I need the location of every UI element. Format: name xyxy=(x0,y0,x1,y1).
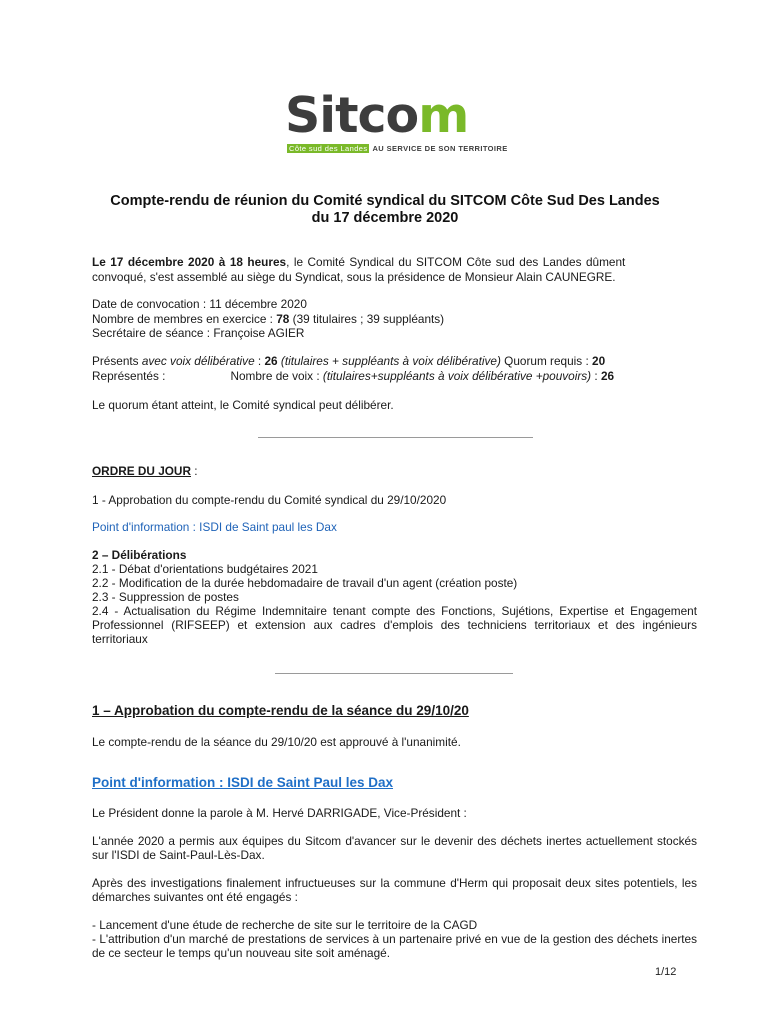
section-info-p3: Après des investigations finalement infructueuses sur la commune d'Herm qui proposait deux sites potentiels, les démarches suivantes ont été engagés : xyxy=(92,876,697,904)
separator-1 xyxy=(258,437,533,438)
logo-tag-green: Côte sud des Landes xyxy=(289,144,368,153)
membres-value: 78 xyxy=(276,312,290,326)
presents-detail: (titulaires + suppléants à voix délibérative) xyxy=(277,354,501,368)
presents-colon: : xyxy=(254,354,265,368)
voix-value: 26 xyxy=(600,369,615,383)
delib-item-2-2: 2.2 - Modification de la durée hebdomadaire de travail d'un agent (création poste) xyxy=(92,576,518,590)
intro-line1 xyxy=(92,255,697,269)
intro-date-bold: Le 17 décembre 2020 à 18 heures xyxy=(92,255,287,269)
ordre-item-1: 1 - Approbation du compte-rendu du Comité syndical du 29/10/2020 xyxy=(92,493,447,507)
voix-colon: : xyxy=(591,369,601,383)
voix-detail: (titulaires+suppléants à voix délibérative +pouvoirs) xyxy=(322,369,592,383)
logo-tag-dark: AU SERVICE DE SON TERRITOIRE xyxy=(372,144,508,153)
ordre-heading-line xyxy=(92,464,697,478)
membres-line xyxy=(92,312,697,326)
presents-label: Présents xyxy=(92,354,142,368)
voix-label: Nombre de voix : xyxy=(230,369,323,383)
membres-label: Nombre de membres en exercice : xyxy=(92,312,277,326)
sitcom-logo xyxy=(285,87,508,158)
quorum-value: 20 xyxy=(592,354,606,368)
delib-item-2-1: 2.1 - Débat d'orientations budgétaires 2021 xyxy=(92,562,318,576)
document-title-line1: Compte-rendu de réunion du Comité syndical du SITCOM Côte Sud Des Landes xyxy=(110,193,660,209)
section-info-heading: Point d'information : ISDI de Saint Paul les Dax xyxy=(92,775,394,790)
separator-2 xyxy=(275,673,513,674)
section-info-bullet2: - L'attribution d'un marché de prestations de services à un partenaire privé en vue de la gestion des déchets inertes de ce secteur le temps qu'un nouveau site soit aménagé. xyxy=(92,932,697,960)
section1-heading: 1 – Approbation du compte-rendu de la séance du 29/10/20 xyxy=(92,703,469,718)
intro-line2: convoqué, s'est assemblé au siège du Syndicat, sous la présidence de Monsieur Alain CAUNEGRE. xyxy=(92,270,616,284)
delib-item-2-3: 2.3 - Suppression de postes xyxy=(92,590,239,604)
ordre-info-point: Point d'information : ISDI de Saint paul les Dax xyxy=(92,520,337,534)
representes-label: Représentés : xyxy=(92,369,166,383)
ordre-heading-colon: : xyxy=(190,464,198,478)
presents-line xyxy=(92,354,697,368)
page-number: 1/12 xyxy=(655,966,677,978)
delib-item-2-4: 2.4 - Actualisation du Régime Indemnitaire tenant compte des Fonctions, Sujétions, Expertise et Engagement Professionnel (RIFSEEP) et extension aux cadres d'emplois des techniciens territoriaux et des ingénieurs territoriaux xyxy=(92,604,697,646)
quorum-label: Quorum requis : xyxy=(500,354,593,368)
section1-text: Le compte-rendu de la séance du 29/10/20 est approuvé à l'unanimité. xyxy=(92,735,461,749)
convocation-date: Date de convocation : 11 décembre 2020 xyxy=(92,297,307,311)
quorum-text: Le quorum étant atteint, le Comité syndical peut délibérer. xyxy=(92,398,394,412)
intro-rest: , le Comité Syndical du SITCOM Côte sud des Landes dûment xyxy=(286,255,626,269)
presents-value: 26 xyxy=(264,354,278,368)
secretaire-line: Secrétaire de séance : Françoise AGIER xyxy=(92,326,305,340)
logo-wordmark xyxy=(285,88,468,144)
membres-detail: (39 titulaires ; 39 suppléants) xyxy=(289,312,445,326)
section-info-p2: L'année 2020 a permis aux équipes du Sitcom d'avancer sur le devenir des déchets inertes actuellement stockés sur l'ISDI de Saint-Paul-Lès-Dax. xyxy=(92,834,697,862)
representes-line xyxy=(92,369,697,383)
document-title-line2: du 17 décembre 2020 xyxy=(311,210,459,226)
delib-heading: 2 – Délibérations xyxy=(92,548,187,562)
logo-word-end: m xyxy=(418,87,469,144)
logo-word-start: Sitco xyxy=(285,87,419,144)
logo-tagline xyxy=(287,143,508,154)
section-info-bullet1: - Lancement d'une étude de recherche de site sur le territoire de la CAGD xyxy=(92,918,478,932)
presents-italic: avec voix délibérative xyxy=(141,354,255,368)
ordre-heading: ORDRE DU JOUR xyxy=(92,464,191,478)
section-info-p1: Le Président donne la parole à M. Hervé DARRIGADE, Vice-Président : xyxy=(92,806,467,820)
